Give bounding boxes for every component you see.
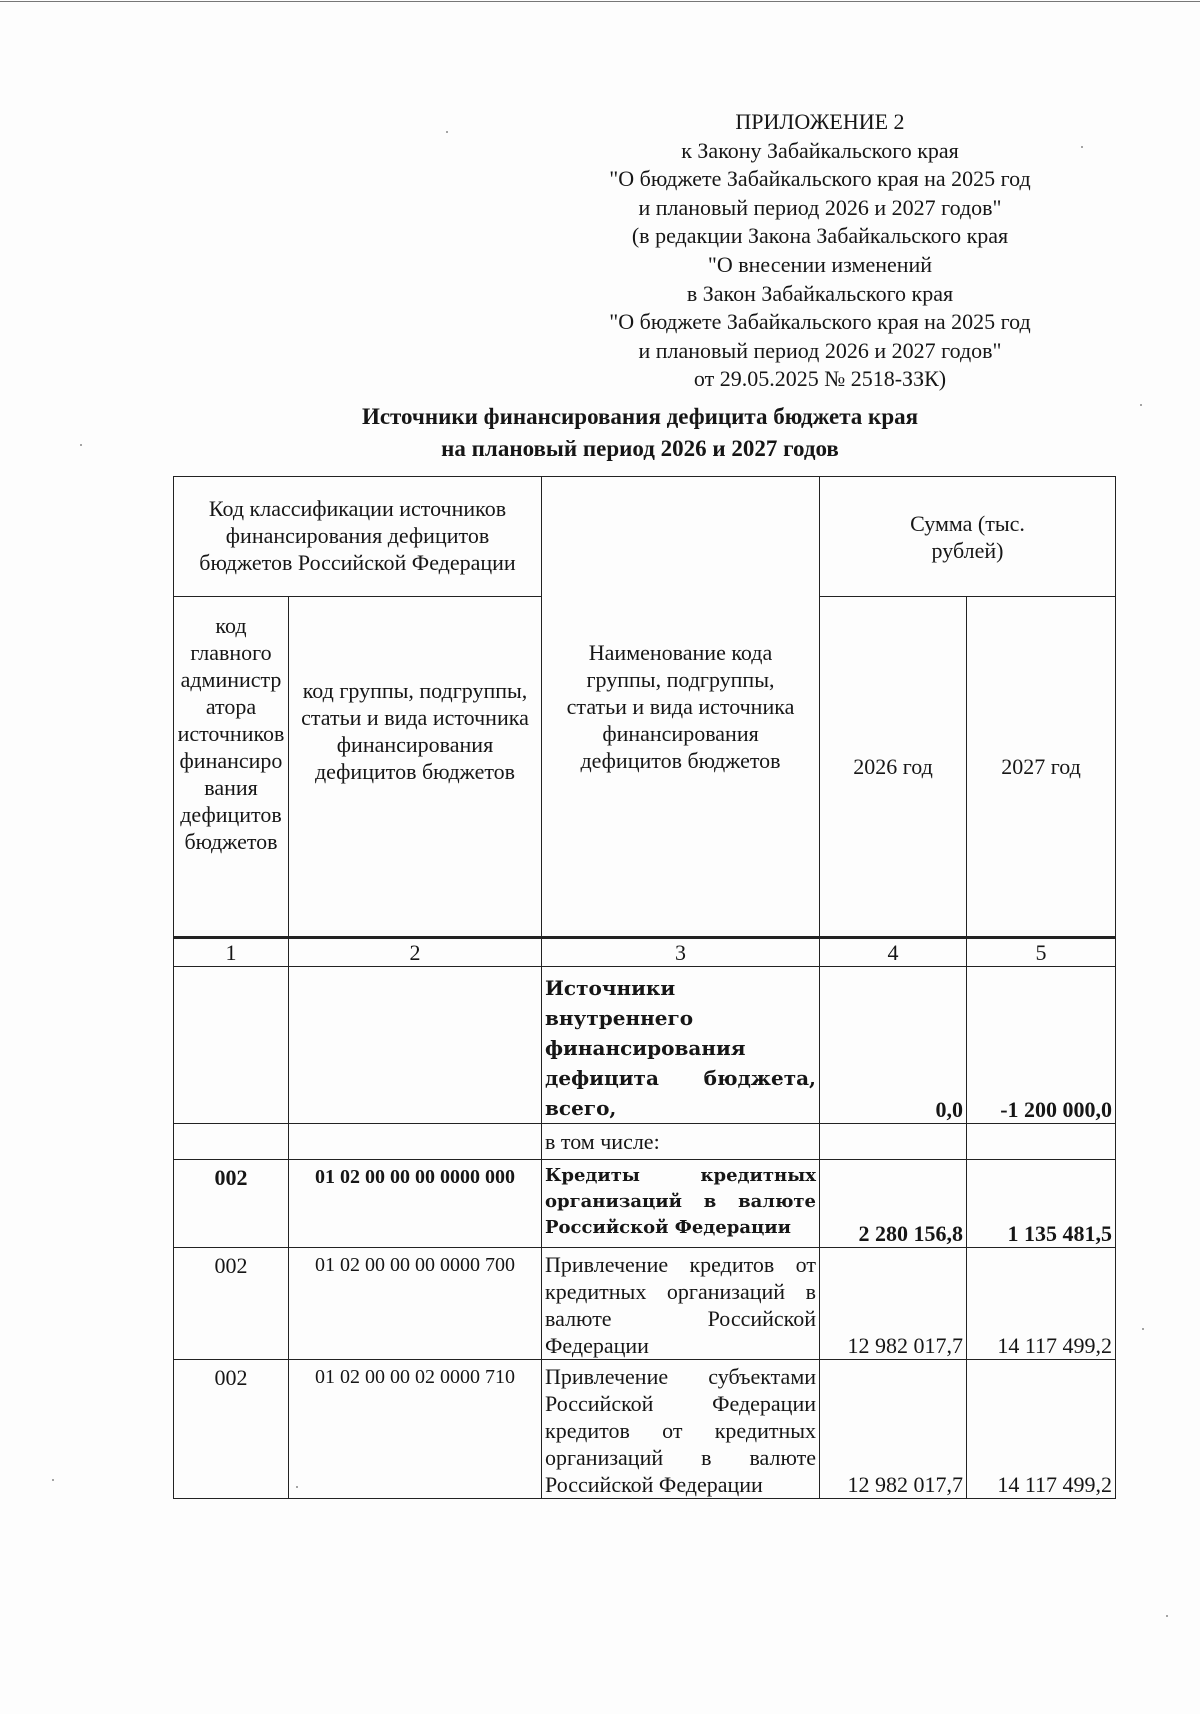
table-row	[174, 1124, 1116, 1160]
source-name-text: Привлечение кредитов от кредитных организаций в валюте Российской Федерации	[545, 1252, 817, 1358]
group-code-cell: 01 02 00 00 00 0000 000	[289, 1160, 542, 1248]
document-title	[240, 401, 1040, 465]
column-number: 5	[967, 938, 1116, 967]
value-2027-cell: 1 135 481,5	[967, 1160, 1116, 1248]
scan-speck	[52, 1479, 54, 1481]
admin-code-cell: 002	[174, 1160, 289, 1248]
value-2027-cell: -1 200 000,0	[967, 967, 1116, 1124]
scan-speck	[1140, 404, 1142, 406]
year-2026-header	[820, 597, 967, 938]
column-number: 3	[542, 938, 820, 967]
column-number-row	[174, 938, 1116, 967]
scan-speck	[296, 1486, 298, 1488]
deficit-financing-table	[173, 476, 1116, 1499]
year-2026-header-text: 2026 год	[853, 754, 933, 779]
appendix-header	[560, 108, 1080, 394]
scan-speck	[1166, 1615, 1168, 1617]
table-row	[174, 967, 1116, 1124]
appendix-line: от 29.05.2025 № 2518-ЗЗК)	[693, 366, 947, 392]
appendix-line: к Закону Забайкальского края	[681, 137, 959, 163]
group-code-header-text: код группы, подгруппы, статьи и вида источника финансирования дефицитов бюджетов	[301, 678, 529, 784]
scan-edge-line	[0, 1, 1200, 2]
admin-code-cell: 002	[174, 1248, 289, 1360]
sum-header	[820, 477, 1116, 597]
sum-header-text: Сумма (тыс. рублей)	[910, 510, 1025, 563]
group-code-cell: 01 02 00 00 00 0000 700	[289, 1248, 542, 1360]
group-code-cell: 01 02 00 00 02 0000 710	[289, 1360, 542, 1499]
appendix-line: "О бюджете Забайкальского края на 2025 год	[609, 309, 1031, 335]
scan-speck	[446, 131, 448, 133]
title-line-1: Источники финансирования дефицита бюджета края	[361, 404, 919, 429]
scan-speck	[80, 444, 82, 446]
column-number: 1	[174, 938, 289, 967]
header-row-1	[174, 477, 1116, 597]
title-line-2: на плановый период 2026 и 2027 годов	[441, 436, 839, 461]
value-2026-cell: 2 280 156,8	[820, 1160, 967, 1248]
classification-code-header-text: Код классификации источников финансирования дефицитов бюджетов Российской Федерации	[199, 496, 516, 575]
name-header-text: Наименование кода группы, подгруппы, статьи и вида источника финансирования дефицитов бюджетов	[566, 640, 795, 773]
group-code-cell	[289, 967, 542, 1124]
column-number: 4	[820, 938, 967, 967]
source-name-text: Кредиты кредитных организаций в валюте Российской Федерации	[545, 1165, 817, 1238]
appendix-line: "О внесении изменений	[707, 251, 933, 277]
group-code-header	[289, 597, 542, 938]
admin-code-header	[174, 597, 289, 938]
value-2027-cell	[967, 1124, 1116, 1160]
year-2027-header	[967, 597, 1116, 938]
source-name-cell	[542, 967, 820, 1124]
name-header	[542, 477, 820, 938]
source-name-cell	[542, 1248, 820, 1360]
appendix-line: и плановый период 2026 и 2027 годов"	[638, 337, 1002, 363]
source-name-text: Источники внутреннего финансирования дефицита бюджета, всего,	[545, 976, 817, 1120]
admin-code-cell	[174, 1124, 289, 1160]
source-name-cell	[542, 1360, 820, 1499]
appendix-line: (в редакции Закона Забайкальского края	[631, 223, 1009, 249]
table-row	[174, 1360, 1116, 1499]
value-2027-cell: 14 117 499,2	[967, 1360, 1116, 1499]
value-2026-cell: 0,0	[820, 967, 967, 1124]
table-row	[174, 1160, 1116, 1248]
value-2027-cell: 14 117 499,2	[967, 1248, 1116, 1360]
appendix-line: в Закон Забайкальского края	[686, 280, 954, 306]
value-2026-cell: 12 982 017,7	[820, 1360, 967, 1499]
value-2026-cell	[820, 1124, 967, 1160]
scan-speck	[1081, 146, 1083, 148]
value-2026-cell: 12 982 017,7	[820, 1248, 967, 1360]
admin-code-header-text: код главного администратора источников финансирования дефицитов бюджетов	[177, 613, 285, 854]
appendix-line: ПРИЛОЖЕНИЕ 2	[735, 109, 905, 134]
appendix-line: "О бюджете Забайкальского края на 2025 год	[609, 166, 1031, 192]
source-name-cell	[542, 1160, 820, 1248]
table-row	[174, 1248, 1116, 1360]
admin-code-cell: 002	[174, 1360, 289, 1499]
scan-speck	[1142, 1328, 1144, 1330]
source-name-text: Привлечение субъектами Российской Федерации кредитов от кредитных организаций в валюте Российской Федерации	[545, 1364, 817, 1497]
group-code-cell	[289, 1124, 542, 1160]
year-2027-header-text: 2027 год	[1001, 754, 1081, 779]
source-name-cell: в том числе:	[542, 1124, 820, 1160]
appendix-line: и плановый период 2026 и 2027 годов"	[638, 194, 1002, 220]
admin-code-cell	[174, 967, 289, 1124]
classification-code-header	[174, 477, 542, 597]
column-number: 2	[289, 938, 542, 967]
